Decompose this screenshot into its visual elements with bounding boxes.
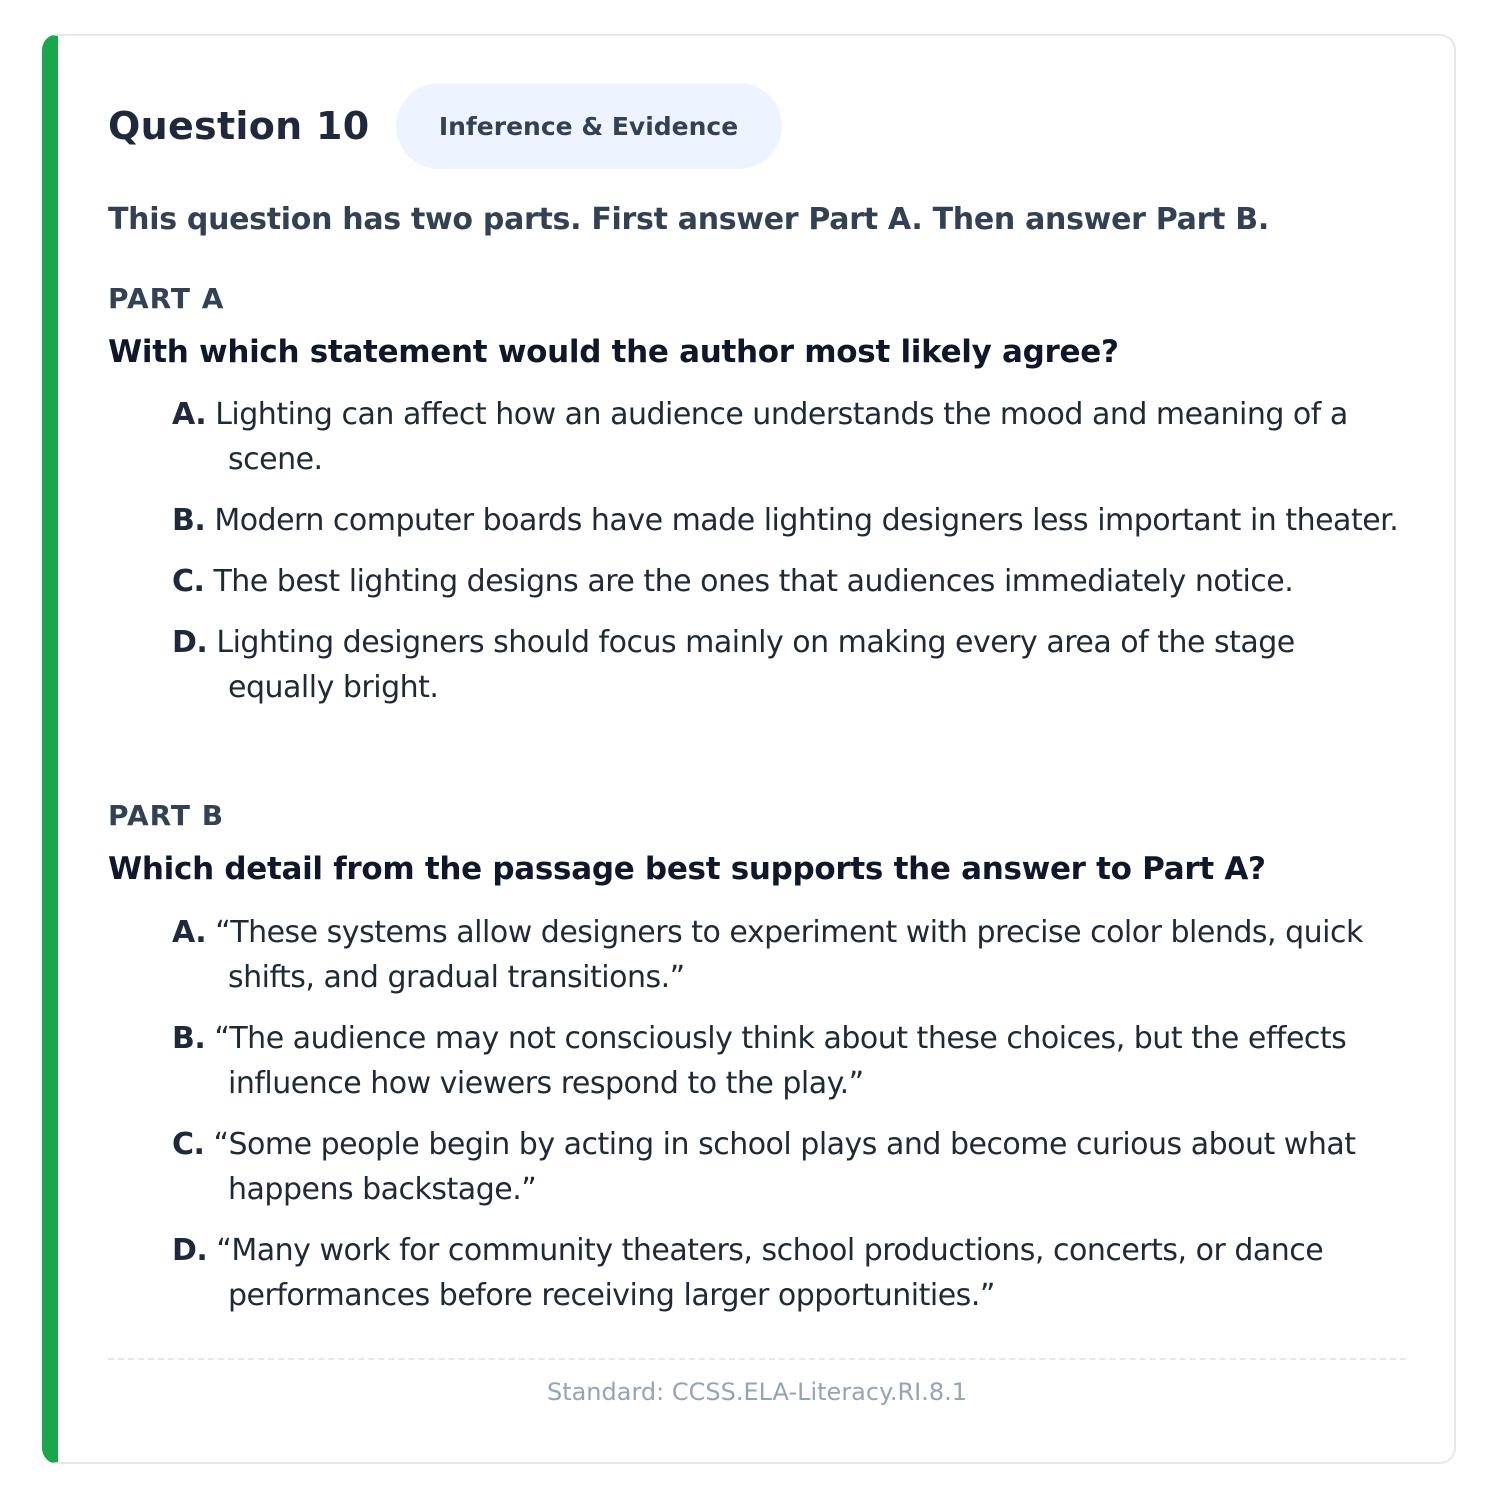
option-text: Modern computer boards have made lighting designers less important in theater.	[214, 503, 1399, 538]
part-b-label: PART B	[108, 799, 225, 832]
part-a-label: PART A	[108, 282, 225, 315]
option-text: Lighting designers should focus mainly on making every area of the stage equally bright.	[216, 625, 1295, 705]
part-b-option-c[interactable]	[172, 1122, 1402, 1212]
option-letter: B.	[172, 503, 206, 538]
part-a-option-a[interactable]	[172, 392, 1402, 482]
part-a-option-c[interactable]	[172, 559, 1402, 604]
part-a-option-b[interactable]	[172, 498, 1402, 543]
question-header	[108, 82, 782, 170]
option-letter: B.	[172, 1021, 206, 1056]
option-text: “Many work for community theaters, school productions, concerts, or dance performances before receiving larger opportunities.”	[216, 1233, 1324, 1313]
option-letter: C.	[172, 1127, 205, 1162]
option-letter: D.	[172, 1233, 208, 1268]
standard-label: Standard: CCSS.ELA-Literacy.RI.8.1	[546, 1378, 968, 1406]
question-title: Question 10	[108, 104, 370, 148]
part-b-option-d[interactable]	[172, 1228, 1402, 1318]
question-card	[42, 34, 1456, 1464]
part-a-option-d[interactable]	[172, 620, 1402, 710]
part-a-options	[172, 392, 1402, 726]
option-letter: D.	[172, 625, 208, 660]
option-letter: C.	[172, 564, 205, 599]
option-text: “These systems allow designers to experiment with precise color blends, quick shifts, and gradual transitions.”	[215, 915, 1363, 995]
part-b-option-b[interactable]	[172, 1016, 1402, 1106]
option-letter: A.	[172, 915, 207, 950]
option-text: The best lighting designs are the ones that audiences immediately notice.	[213, 564, 1294, 599]
footer-divider	[108, 1358, 1406, 1360]
option-text: “Some people begin by acting in school plays and become curious about what happens backstage.”	[213, 1127, 1356, 1207]
question-instructions: This question has two parts. First answer Part A. Then answer Part B.	[108, 202, 1269, 237]
option-letter: A.	[172, 397, 207, 432]
part-b-prompt: Which detail from the passage best supports the answer to Part A?	[108, 851, 1266, 887]
option-text: Lighting can affect how an audience understands the mood and meaning of a scene.	[215, 397, 1348, 477]
option-text: “The audience may not consciously think about these choices, but the effects influence how viewers respond to the play.”	[214, 1021, 1347, 1101]
part-a-prompt: With which statement would the author most likely agree?	[108, 334, 1119, 370]
part-b-options	[172, 910, 1402, 1334]
part-b-option-a[interactable]	[172, 910, 1402, 1000]
skill-badge: Inference & Evidence	[396, 83, 782, 169]
